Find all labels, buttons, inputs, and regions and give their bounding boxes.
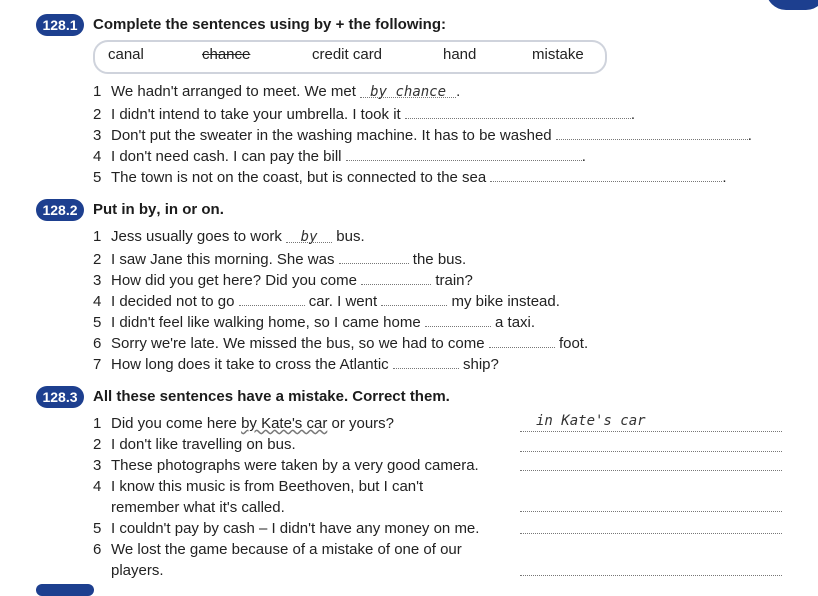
word-mistake: mistake — [532, 46, 584, 63]
answer-field[interactable] — [393, 354, 459, 369]
answer-line-3[interactable] — [520, 469, 782, 471]
ex2-line-7: 7 How long does it take to cross the Atlantic ship? — [93, 356, 499, 373]
answer-field[interactable] — [381, 291, 447, 306]
answer-field[interactable] — [239, 291, 305, 306]
answer-1-handwritten: in Kate's car — [536, 413, 646, 429]
word-chance: chance — [202, 46, 251, 63]
exercise-title-128-1: Complete the sentences using by + the following: — [93, 16, 446, 33]
ex1-line-1: 1 We hadn't arranged to meet. We met by chance . — [93, 83, 461, 100]
next-exercise-badge — [36, 584, 94, 596]
ex1-line-5: 5 The town is not on the coast, but is connected to the sea . — [93, 169, 727, 186]
answer-field[interactable]: by chance — [360, 83, 456, 98]
answer-field[interactable] — [405, 104, 631, 119]
answer-line-6[interactable] — [520, 574, 782, 576]
corner-tab — [766, 0, 818, 10]
ex3-line-4: 4 I know this music is from Beethoven, but I can't — [93, 478, 424, 495]
ex3-line-1: 1 Did you come here by Kate's car or yours? — [93, 415, 395, 432]
ex2-line-4: 4 I decided not to go car. I went my bike instead. — [93, 293, 560, 310]
answer-field[interactable] — [361, 270, 431, 285]
answer-line-1[interactable] — [520, 430, 782, 432]
ex3-line-3: 3 These photographs were taken by a very good camera. — [93, 457, 479, 474]
ex2-line-6: 6 Sorry we're late. We missed the bus, so we had to come foot. — [93, 335, 589, 352]
answer-field[interactable] — [489, 333, 555, 348]
ex2-line-3: 3 How did you get here? Did you come train? — [93, 272, 473, 289]
ex3-line-6: 6 We lost the game because of a mistake of one of our — [93, 541, 462, 558]
exercise-badge-128-2: 128.2 — [36, 199, 84, 221]
exercise-title-128-3: All these sentences have a mistake. Correct them. — [93, 388, 450, 405]
ex3-line-6-cont: players. — [111, 562, 164, 579]
ex2-line-2: 2 I saw Jane this morning. She was the bus. — [93, 251, 467, 268]
ex2-line-1: 1 Jess usually goes to work by bus. — [93, 228, 365, 245]
word-credit-card: credit card — [312, 46, 383, 63]
ex1-line-2: 2 I didn't intend to take your umbrella. I took it . — [93, 106, 636, 123]
answer-field[interactable]: by — [286, 228, 332, 243]
ex3-line-4-cont: remember what it's called. — [111, 499, 285, 516]
answer-field[interactable] — [339, 249, 409, 264]
exercise-badge-128-3: 128.3 — [36, 386, 84, 408]
exercise-badge-128-1: 128.1 — [36, 14, 84, 36]
answer-line-4[interactable] — [520, 510, 782, 512]
ex1-line-3: 3 Don't put the sweater in the washing machine. It has to be washed . — [93, 127, 752, 144]
answer-field[interactable] — [556, 125, 748, 140]
ex3-line-2: 2 I don't like travelling on bus. — [93, 436, 296, 453]
ex3-line-5: 5 I couldn't pay by cash – I didn't have any money on me. — [93, 520, 480, 537]
answer-line-2[interactable] — [520, 450, 782, 452]
ex2-line-5: 5 I didn't feel like walking home, so I came home a taxi. — [93, 314, 536, 331]
ex1-line-4: 4 I don't need cash. I can pay the bill . — [93, 148, 586, 165]
answer-line-5[interactable] — [520, 532, 782, 534]
answer-field[interactable] — [425, 312, 491, 327]
word-canal: canal — [108, 46, 144, 63]
answer-field[interactable] — [490, 167, 722, 182]
word-hand: hand — [443, 46, 477, 63]
answer-field[interactable] — [346, 146, 582, 161]
exercise-title-128-2: Put in by, in or on. — [93, 201, 224, 218]
